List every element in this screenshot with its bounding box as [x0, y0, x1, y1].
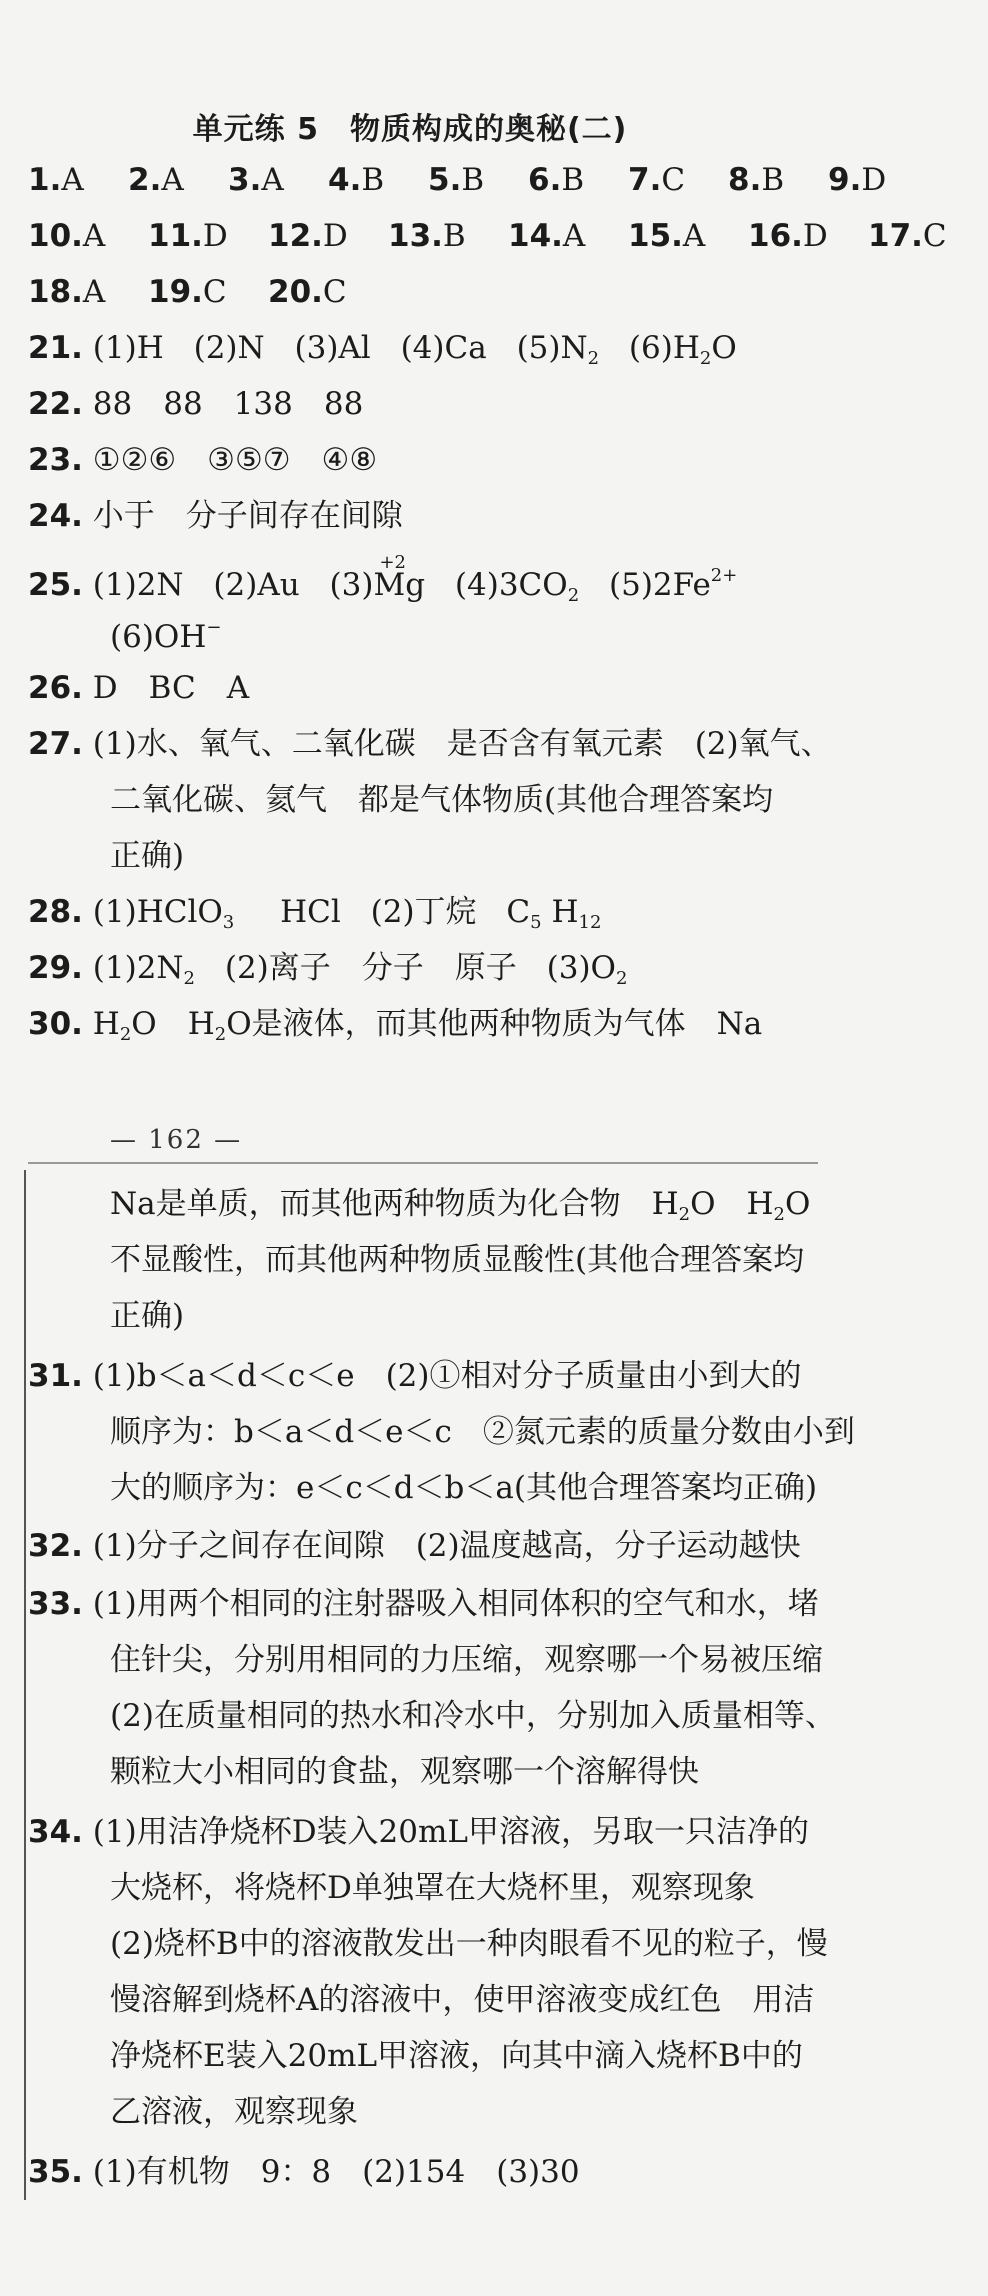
question-33: [28, 1584, 819, 1624]
question-number: 16.: [748, 218, 803, 254]
answer-choice: A: [82, 218, 106, 254]
answer-part: O H: [690, 1186, 774, 1222]
answer-text: 二氧化碳、氦气 都是气体物质(其他合理答案均: [110, 782, 774, 818]
question-number: 17.: [868, 218, 923, 254]
question-number: 32.: [28, 1528, 83, 1564]
answer-item: [148, 216, 268, 256]
subscript: 2: [214, 1024, 227, 1045]
answer-part: (4)3CO: [454, 567, 568, 603]
question-32: [28, 1526, 801, 1566]
subscript: 5: [530, 912, 542, 933]
answer-item: [528, 160, 628, 200]
superscript: −: [206, 617, 222, 638]
answer-part: O H: [131, 1006, 215, 1042]
answer-part: (1)H: [92, 330, 164, 366]
question-number: 15.: [628, 218, 683, 254]
answer-item: [28, 216, 148, 256]
question-21: [28, 328, 737, 379]
answer-item: [428, 160, 528, 200]
answer-text: 顺序为：b＜a＜d＜e＜c ②氮元素的质量分数由小到: [110, 1414, 855, 1450]
answer-item: [388, 216, 508, 256]
question-23: [28, 440, 377, 480]
answer-text: (1)b＜a＜d＜c＜e (2)①相对分子质量由小到大的: [92, 1358, 802, 1394]
answer-part: (5)N: [516, 330, 588, 366]
answer-choice: B: [561, 162, 585, 198]
question-34-cont: [110, 2092, 358, 2132]
answer-text: 88 88 138 88: [92, 386, 364, 422]
answer-choice: C: [922, 218, 947, 254]
answer-part: (2)Au: [213, 567, 300, 603]
question-31-cont: [110, 1412, 855, 1452]
question-number: 4.: [328, 162, 362, 198]
answer-part: O: [711, 330, 737, 366]
answer-item: [148, 272, 268, 312]
valence-notation: [373, 552, 426, 605]
question-number: 9.: [828, 162, 862, 198]
answer-choice: A: [682, 218, 706, 254]
question-27-cont: [110, 780, 773, 820]
question-34-cont: [110, 1924, 828, 1964]
answer-text: (2)在质量相同的热水和冷水中，分别加入质量相等、: [110, 1698, 836, 1734]
question-number: 11.: [148, 218, 203, 254]
answer-part: (1)2N: [92, 567, 184, 603]
answer-choice: B: [361, 162, 385, 198]
margin-line: [24, 1170, 26, 2200]
answer-part: (1)HClO: [92, 894, 223, 930]
answer-choice: A: [161, 162, 184, 198]
question-28: [28, 892, 601, 943]
element-symbol: Mg: [373, 567, 426, 603]
question-33-cont: [110, 1696, 836, 1736]
answer-text: 净烧杯E装入20mL甲溶液，向其中滴入烧杯B中的: [110, 2038, 803, 2074]
answer-choice: C: [202, 274, 227, 310]
answer-text: (2)烧杯B中的溶液散发出一种肉眼看不见的粒子，慢: [110, 1926, 828, 1962]
subscript: 2: [183, 968, 195, 989]
answer-item: [748, 216, 868, 256]
question-34: [28, 1812, 809, 1852]
answer-text: 不显酸性，而其他两种物质显酸性(其他合理答案均: [110, 1242, 805, 1278]
question-number: 22.: [28, 386, 83, 422]
answer-item: [28, 272, 148, 312]
answer-text: (1)有机物 9：8 (2)154 (3)30: [92, 2154, 580, 2190]
answer-part: HCl: [280, 894, 341, 930]
question-number: 14.: [508, 218, 563, 254]
answer-item: [228, 160, 328, 200]
question-number: 10.: [28, 218, 83, 254]
answer-choice: D: [202, 218, 228, 254]
question-30: [28, 1004, 762, 1055]
answer-part: (2)N: [193, 330, 265, 366]
answer-text: 正确): [110, 1298, 185, 1334]
page-number: — 162 —: [110, 1125, 243, 1155]
answer-part: (4)Ca: [400, 330, 487, 366]
question-number: 1.: [28, 162, 62, 198]
question-26: [28, 668, 249, 708]
question-number: 5.: [428, 162, 462, 198]
question-34-cont: [110, 2036, 803, 2076]
answer-text: 乙溶液，观察现象: [110, 2094, 358, 2130]
question-number: 34.: [28, 1814, 83, 1850]
answer-text: D BC A: [92, 670, 250, 706]
question-22: [28, 384, 363, 424]
subscript: 3: [222, 912, 235, 933]
question-number: 25.: [28, 567, 83, 603]
question-34-cont: [110, 1868, 755, 1908]
answer-text: 小于 分子间存在间隙: [92, 498, 403, 534]
question-number: 33.: [28, 1586, 83, 1622]
answer-part: (3)Al: [294, 330, 371, 366]
answer-item: [728, 160, 828, 200]
question-27-cont: [110, 836, 184, 876]
answer-part: H: [92, 1006, 120, 1042]
valence-label: +2: [379, 552, 406, 573]
answer-text: ①②⑥ ③⑤⑦ ④⑧: [92, 442, 378, 478]
question-number: 29.: [28, 950, 83, 986]
question-number: 19.: [148, 274, 203, 310]
answer-choice: A: [61, 162, 84, 198]
answer-item: [28, 160, 128, 200]
answer-choice: C: [322, 274, 347, 310]
question-30-cont: [110, 1296, 184, 1336]
question-number: 24.: [28, 498, 83, 534]
subscript: 2: [773, 1204, 785, 1225]
subscript: 2: [587, 348, 600, 369]
question-number: 7.: [628, 162, 662, 198]
question-number: 2.: [128, 162, 162, 198]
question-number: 27.: [28, 726, 83, 762]
page-title: 单元练 5 物质构成的奥秘(二): [192, 112, 628, 147]
question-31-cont: [110, 1468, 817, 1508]
answer-text: (1)分子之间存在间隙 (2)温度越高，分子运动越快: [92, 1528, 801, 1564]
answer-item: [328, 160, 428, 200]
answer-item: [868, 216, 988, 256]
answer-part: O: [785, 1186, 811, 1222]
question-25-cont: [110, 608, 221, 657]
question-number: 20.: [268, 274, 323, 310]
answer-part: (3)O: [546, 950, 616, 986]
question-33-cont: [110, 1752, 699, 1792]
answer-part: (6)OH: [110, 619, 207, 655]
question-33-cont: [110, 1640, 823, 1680]
question-30-cont: [110, 1184, 810, 1235]
answer-item: [268, 272, 388, 312]
question-25: [28, 552, 738, 616]
answer-grid: [28, 160, 928, 200]
question-31: [28, 1356, 801, 1396]
answer-item: [128, 160, 228, 200]
answer-text: 住针尖，分别用相同的力压缩，观察哪一个易被压缩: [110, 1642, 823, 1678]
page-divider: [28, 1162, 818, 1164]
answers-row-1-9: [28, 160, 928, 200]
question-number: 6.: [528, 162, 562, 198]
answer-text: 正确): [110, 838, 185, 874]
question-number: 26.: [28, 670, 83, 706]
answer-part: (5)2Fe: [609, 567, 711, 603]
question-number: 21.: [28, 330, 83, 366]
answer-part: (3): [329, 567, 374, 603]
question-number: 12.: [268, 218, 323, 254]
answer-choice: A: [82, 274, 106, 310]
answer-choice: C: [661, 162, 686, 198]
answer-text: (1)用洁净烧杯D装入20mL甲溶液，另取一只洁净的: [92, 1814, 809, 1850]
question-number: 35.: [28, 2154, 83, 2190]
answer-text: (1)用两个相同的注射器吸入相同体积的空气和水，堵: [92, 1586, 819, 1622]
answer-choice: B: [461, 162, 485, 198]
answers-row-18-20: [28, 272, 388, 312]
answer-item: [268, 216, 388, 256]
answer-choice: A: [261, 162, 284, 198]
question-number: 31.: [28, 1358, 83, 1394]
answer-text: 大的顺序为：e＜c＜d＜b＜a(其他合理答案均正确): [110, 1470, 818, 1506]
answer-grid: [28, 216, 988, 256]
subscript: 2: [119, 1024, 132, 1045]
question-35: [28, 2152, 580, 2192]
answer-part: H: [551, 894, 579, 930]
question-24: [28, 496, 403, 536]
subscript: 2: [678, 1204, 691, 1225]
answer-part: (6)H: [628, 330, 700, 366]
answer-choice: D: [322, 218, 348, 254]
subscript: 2: [699, 348, 712, 369]
answer-text: 大烧杯，将烧杯D单独罩在大烧杯里，观察现象: [110, 1870, 755, 1906]
subscript: 12: [578, 912, 602, 933]
question-number: 8.: [728, 162, 762, 198]
answer-choice: A: [562, 218, 586, 254]
question-number: 3.: [228, 162, 262, 198]
answer-item: [628, 160, 728, 200]
subscript: 2: [567, 585, 580, 606]
question-number: 23.: [28, 442, 83, 478]
answer-item: [508, 216, 628, 256]
answer-text: 颗粒大小相同的食盐，观察哪一个溶解得快: [110, 1754, 699, 1790]
question-number: 18.: [28, 274, 83, 310]
answer-item: [828, 160, 928, 200]
answer-part: O是液体，而其他两种物质为气体 Na: [226, 1006, 763, 1042]
answer-choice: B: [761, 162, 785, 198]
answer-part: Na是单质，而其他两种物质为化合物 H: [110, 1186, 679, 1222]
answer-choice: D: [802, 218, 828, 254]
answer-part: (1)2N: [92, 950, 184, 986]
answer-text: (1)水、氧气、二氧化碳 是否含有氧元素 (2)氧气、: [92, 726, 832, 762]
question-29: [28, 948, 627, 999]
answer-text: 慢溶解到烧杯A的溶液中，使甲溶液变成红色 用洁: [110, 1982, 815, 2018]
question-30-cont: [110, 1240, 804, 1280]
question-34-cont: [110, 1980, 814, 2020]
answer-choice: B: [442, 218, 466, 254]
answers-row-10-17: [28, 216, 988, 256]
answer-part: C: [506, 894, 531, 930]
answer-choice: D: [861, 162, 887, 198]
subscript: 2: [615, 968, 628, 989]
question-number: 30.: [28, 1006, 83, 1042]
question-number: 28.: [28, 894, 83, 930]
answer-part: (2)离子 分子 原子: [224, 950, 517, 986]
superscript: 2+: [710, 565, 738, 586]
answer-part: (2)丁烷: [370, 894, 477, 930]
question-27: [28, 724, 832, 764]
question-number: 13.: [388, 218, 443, 254]
answer-item: [628, 216, 748, 256]
answer-grid: [28, 272, 388, 312]
